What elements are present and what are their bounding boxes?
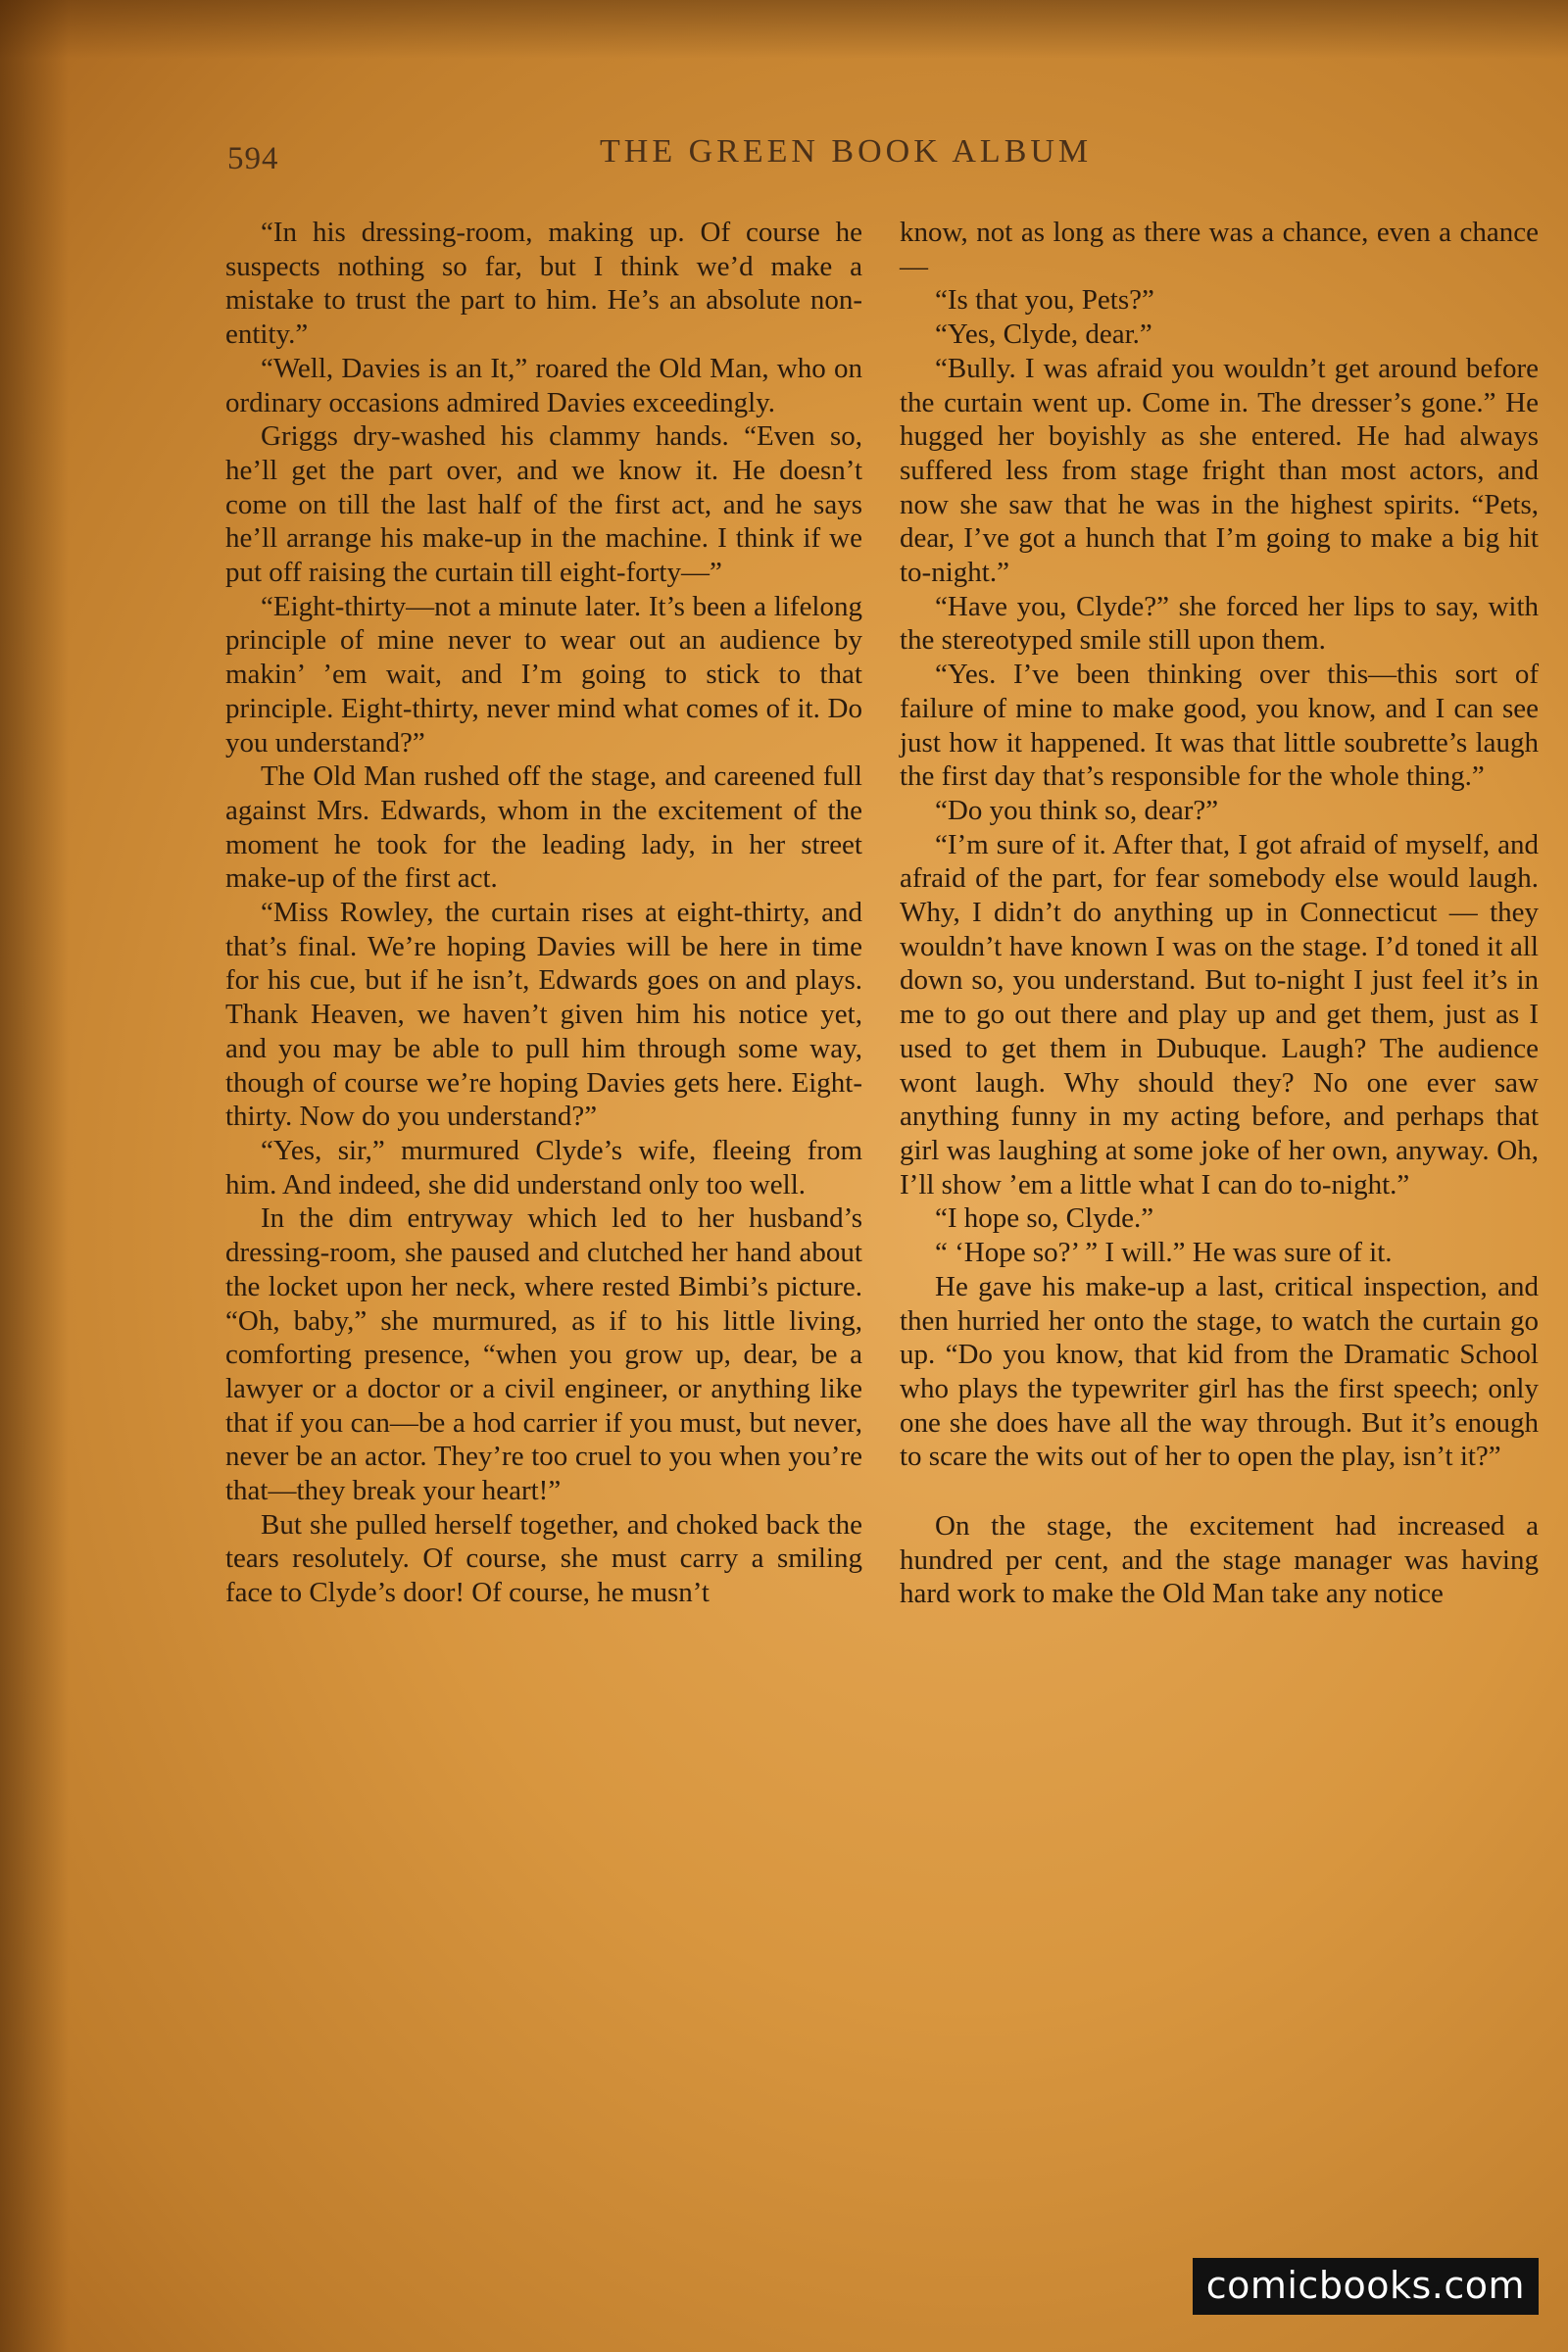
page-number: 594 — [227, 141, 279, 176]
paragraph: “Yes, Clyde, dear.” — [935, 318, 1152, 351]
running-title: THE GREEN BOOK ALBUM — [600, 133, 1093, 170]
paragraph: “Eight-thirty—not a minute later. It’s been a lifelong principle of mine never to wear out an audience by makin’ ’em wait, and I’m going to stick to that principle. Eight-thirty, never mind what comes of it. Do you understand?” — [225, 590, 862, 759]
paragraph: “I’m sure of it. After that, I got afraid of myself, and afraid of the part, for fear somebody else would laugh. Why, I didn’t do anything up in Connecticut — they wouldn’t have known I was on the stage. I’d toned it all down so, you understand. But to-night I just feel it’s in me to go out there and play up and get them, just as I used to get them in Dubuque. Laugh? The audience wont laugh. Why should they? No one ever saw anything funny in my acting before, and perhaps that girl was laughing at some joke of her own, anyway. Oh, I’ll show ’em a little what I can do to-night.” — [900, 828, 1539, 1200]
paragraph: He gave his make-up a last, critical inspection, and then hurried her onto the stage, to watch the curtain go up. “Do you know, that kid from the Dramatic School who plays the typewriter girl has the first speech; only one she does have all the way through. But it’s enough to scare the wits out of her to open the play, isn’t it?” — [900, 1270, 1539, 1473]
page-top-shadow — [0, 0, 1568, 59]
paragraph: “Yes. I’ve been thinking over this—this sort of failure of mine to make good, you know, and I can see just how it happened. It was that little soubrette’s laugh the first day that’s responsible for the whole thing.” — [900, 659, 1539, 793]
page-header — [227, 133, 1541, 182]
right-column — [900, 216, 1539, 1611]
paragraph: “I hope so, Clyde.” — [935, 1202, 1154, 1235]
paragraph: “Miss Rowley, the curtain rises at eight-thirty, and that’s final. We’re hoping Davies will be here in time for his cue, but if he isn’t, Edwards goes on and plays. Thank Heaven, we haven’t given him his notice yet, and you may be able to pull him through some way, though of course we’re hoping Davies gets here. Eight-thirty. Now do you understand?” — [225, 897, 862, 1133]
paragraph: “Is that you, Pets?” — [935, 284, 1154, 317]
paragraph: “ ‘Hope so?’ ” I will.” He was sure of it. — [935, 1237, 1393, 1269]
paragraph: In the dim entryway which led to her husband’s dressing-room, she paused and clutched her hand about the locket upon her neck, where rested Bimbi’s picture. “Oh, baby,” she murmured, as if to his little living, comforting presence, “when you grow up, dear, be a lawyer or a doctor or a civil engineer, or anything like that if you can—be a hod carrier if you must, but never, never be an actor. They’re too cruel to you when you’re that—they break your heart!” — [225, 1202, 862, 1507]
paragraph: “In his dressing-room, making up. Of course he suspects nothing so far, but I think we’d make a mistake to trust the part to him. He’s an absolute non-entity.” — [225, 217, 862, 351]
paragraph: “Well, Davies is an It,” roared the Old Man, who on ordinary occasions admired Davies exceedingly. — [225, 352, 862, 418]
page-edge-shadow — [0, 0, 69, 2352]
paragraph: Griggs dry-washed his clammy hands. “Even so, he’ll get the part over, and we know it. He doesn’t come on till the last half of the first act, and he says he’ll arrange his make-up in the machine. I think if we put off raising the curtain till eight-forty—” — [225, 420, 862, 589]
left-column — [225, 216, 862, 1610]
paragraph: “Have you, Clyde?” she forced her lips to say, with the stereotyped smile still upon them. — [900, 590, 1539, 657]
paragraph-section-break: On the stage, the excitement had increased a hundred per cent, and the stage manager was having hard work to make the Old Man take any notice — [900, 1510, 1539, 1610]
paragraph: But she pulled herself together, and choked back the tears resolutely. Of course, she must carry a smiling face to Clyde’s door! Of course, he musn’t — [225, 1508, 862, 1609]
paragraph-continued: know, not as long as there was a chance, even a chance— — [900, 217, 1539, 282]
site-watermark: comicbooks.com — [1193, 2258, 1539, 2315]
paragraph: “Do you think so, dear?” — [935, 794, 1219, 826]
paragraph: “Yes, sir,” murmured Clyde’s wife, fleeing from him. And indeed, she did understand only too well. — [225, 1134, 862, 1200]
paragraph: “Bully. I was afraid you wouldn’t get around before the curtain went up. Come in. The dresser’s gone.” He hugged her boyishly as she entered. He had always suffered less from stage fright than most actors, and now she saw that he was in the highest spirits. “Pets, dear, I’ve got a hunch that I’m going to make a big hit to-night.” — [900, 352, 1539, 589]
paragraph: The Old Man rushed off the stage, and careened full against Mrs. Edwards, whom in the excitement of the moment he took for the leading lady, in her street make-up of the first act. — [225, 760, 862, 895]
